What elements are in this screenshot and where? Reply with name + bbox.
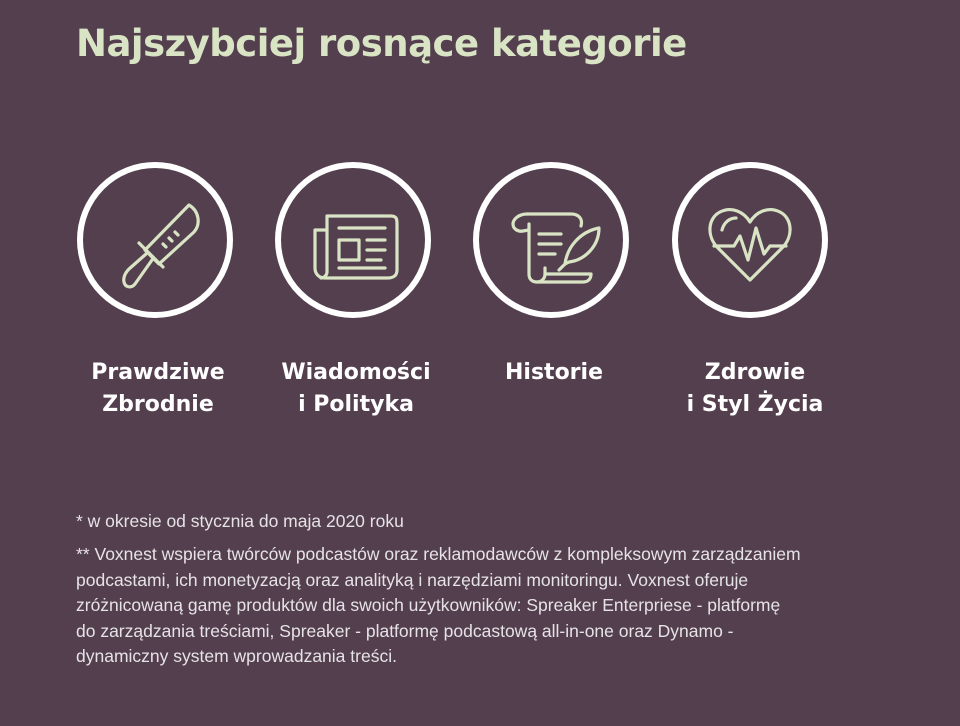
footnote-line: dynamiczny system wprowadzania treści. xyxy=(76,646,397,666)
footnote-line: do zarządzania treściami, Spreaker - platformę podcastową all-in-one oraz Dynamo - xyxy=(76,620,734,641)
newspaper-icon xyxy=(281,168,425,312)
category-label: Zdrowie i Styl Życia xyxy=(686,360,824,417)
knife-icon xyxy=(83,168,227,312)
footnote-line: podcastami, ich monetyzacją oraz analityką i narzędziami monitoringu. Voxnest oferuje xyxy=(76,569,749,590)
category-label: Prawdziwe Zbrodnie xyxy=(91,360,225,417)
category-icon-ring xyxy=(672,162,828,318)
heart-pulse-icon xyxy=(678,168,822,312)
footnote-line: ** Voxnest wspiera twórców podcastów oraz reklamodawców z kompleksowym zarządzaniem xyxy=(76,544,801,564)
footnote-period: * w okresie od stycznia do maja 2020 roku xyxy=(76,511,404,531)
footnote-about xyxy=(76,542,801,670)
category-icon-ring xyxy=(77,162,233,318)
footnote-line: zróżnicowaną gamę produktów dla swoich użytkowników: Spreaker Enterpriese - platformę xyxy=(76,595,781,615)
page-title: Najszybciej rosnące kategorie xyxy=(76,22,687,65)
category-icon-ring xyxy=(473,162,629,318)
category-label: Historie xyxy=(505,360,603,385)
category-label: Wiadomości i Polityka xyxy=(281,360,431,417)
scroll-quill-icon xyxy=(479,168,623,312)
category-icon-ring xyxy=(275,162,431,318)
